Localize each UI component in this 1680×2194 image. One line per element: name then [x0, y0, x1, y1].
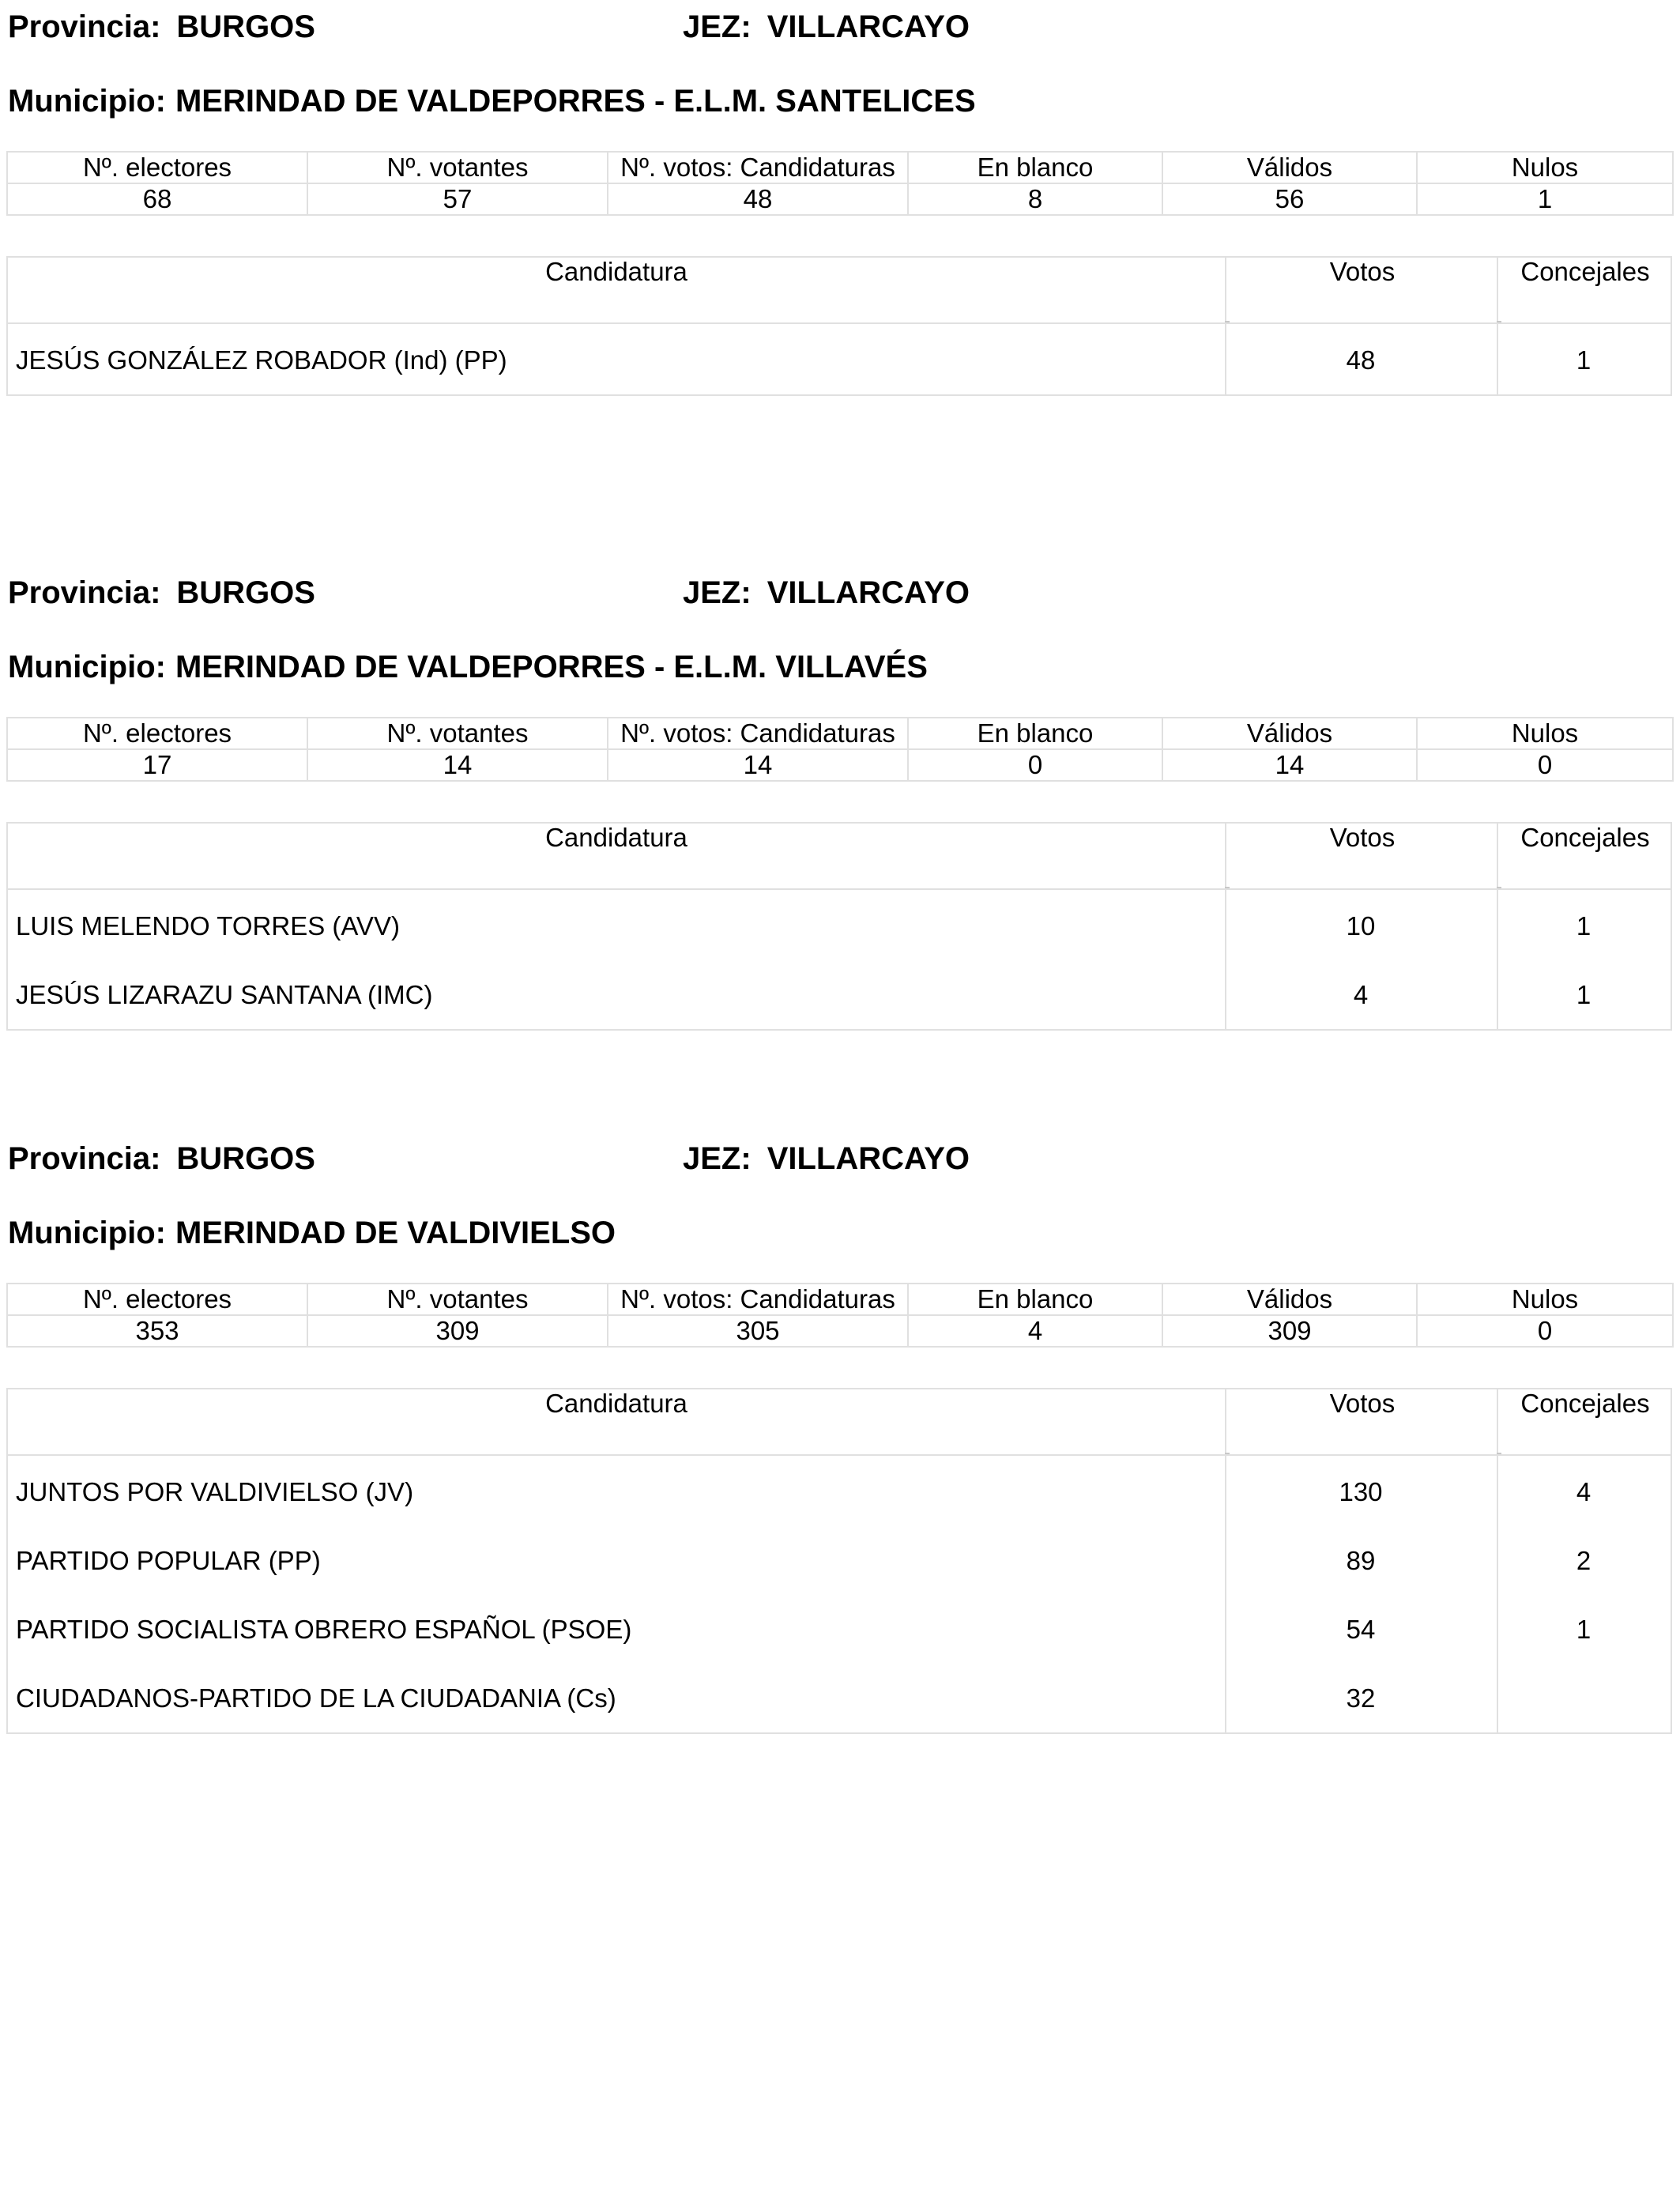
- summary-value-cell: 309: [307, 1315, 608, 1347]
- summary-header-row: [7, 718, 1673, 749]
- provincia-value: BURGOS: [176, 575, 315, 610]
- summary-header-cell: Nº. electores: [7, 1284, 307, 1315]
- summary-header-cell: Nº. votantes: [307, 152, 608, 183]
- summary-header-cell: En blanco: [908, 1284, 1162, 1315]
- summary-value-cell: 353: [7, 1315, 307, 1347]
- summary-value-cell: 17: [7, 749, 307, 781]
- candidate-votos: 32: [1346, 1683, 1376, 1713]
- jez-value: VILLARCAYO: [767, 9, 970, 44]
- candidate-row: [8, 1664, 1671, 1732]
- summary-value-cell: 57: [307, 183, 608, 215]
- candidate-name: LUIS MELENDO TORRES (AVV): [16, 911, 400, 941]
- candidate-votos: 130: [1339, 1477, 1383, 1506]
- summary-header-cell: Válidos: [1162, 718, 1417, 749]
- candidate-name: PARTIDO SOCIALISTA OBRERO ESPAÑOL (PSOE): [16, 1615, 632, 1644]
- candidate-row: [8, 326, 1671, 394]
- provincia-label: Provincia:: [8, 575, 161, 610]
- result-section: [0, 566, 1680, 1119]
- jez-line: [683, 577, 970, 609]
- candidate-votos: 48: [1346, 345, 1376, 375]
- summary-value-cell: 0: [908, 749, 1162, 781]
- summary-value-cell: 14: [608, 749, 908, 781]
- candidates-header-row: [8, 1389, 1671, 1456]
- summary-header-row: [7, 152, 1673, 183]
- candidate-row: [8, 1526, 1671, 1595]
- provincia-label: Provincia:: [8, 1141, 161, 1176]
- candidates-table: [6, 822, 1672, 1031]
- candidate-name: PARTIDO POPULAR (PP): [16, 1546, 321, 1575]
- summary-header-cell: Válidos: [1162, 1284, 1417, 1315]
- municipio-line: [8, 85, 976, 117]
- candidate-name: CIUDADANOS-PARTIDO DE LA CIUDADANIA (Cs): [16, 1683, 616, 1713]
- summary-value-row: [7, 183, 1673, 215]
- result-section: [0, 0, 1680, 553]
- summary-header-cell: En blanco: [908, 718, 1162, 749]
- candidate-row: [8, 892, 1671, 960]
- summary-table: [6, 717, 1674, 782]
- candidate-concejales: [1497, 1664, 1671, 1732]
- summary-value-cell: 0: [1417, 1315, 1673, 1347]
- candidates-header-row: [8, 258, 1671, 324]
- candidates-header-cell: Candidatura: [545, 257, 687, 286]
- summary-value-cell: 56: [1162, 183, 1417, 215]
- provincia-value: BURGOS: [176, 9, 315, 44]
- summary-table: [6, 1283, 1674, 1348]
- candidate-row: [8, 1457, 1671, 1526]
- summary-header-cell: En blanco: [908, 152, 1162, 183]
- candidates-header-cell: Candidatura: [545, 823, 687, 852]
- candidate-votos: 54: [1346, 1615, 1376, 1644]
- municipio-value: MERINDAD DE VALDIVIELSO: [175, 1216, 616, 1250]
- candidates-body: [8, 324, 1671, 394]
- candidates-table: [6, 256, 1672, 396]
- summary-header-cell: Nº. votantes: [307, 1284, 608, 1315]
- candidates-header-cell: Concejales: [1497, 824, 1672, 888]
- candidate-concejales: 1: [1576, 345, 1591, 375]
- candidate-name: JUNTOS POR VALDIVIELSO (JV): [16, 1477, 414, 1506]
- summary-value-row: [7, 1315, 1673, 1347]
- summary-value-cell: 309: [1162, 1315, 1417, 1347]
- summary-value-cell: 8: [908, 183, 1162, 215]
- summary-header-cell: Nulos: [1417, 152, 1673, 183]
- provincia-line: [8, 11, 315, 43]
- summary-header-cell: Válidos: [1162, 152, 1417, 183]
- municipio-line: [8, 1217, 616, 1249]
- summary-value-cell: 0: [1417, 749, 1673, 781]
- summary-value-cell: 68: [7, 183, 307, 215]
- candidates-body: [8, 1456, 1671, 1732]
- summary-header-cell: Nº. votos: Candidaturas: [608, 718, 908, 749]
- summary-table: [6, 151, 1674, 216]
- summary-value-cell: 14: [307, 749, 608, 781]
- candidate-name: JESÚS LIZARAZU SANTANA (IMC): [16, 980, 433, 1009]
- provincia-line: [8, 577, 315, 609]
- candidate-votos: 4: [1353, 980, 1369, 1009]
- jez-line: [683, 11, 970, 43]
- summary-header-cell: Nº. electores: [7, 152, 307, 183]
- summary-value-cell: 1: [1417, 183, 1673, 215]
- provincia-value: BURGOS: [176, 1141, 315, 1176]
- candidates-header-cell: Votos: [1225, 258, 1498, 322]
- jez-label: JEZ:: [683, 1141, 751, 1176]
- candidates-header-cell: Concejales: [1497, 1389, 1672, 1454]
- provincia-line: [8, 1143, 315, 1174]
- summary-value-cell: 48: [608, 183, 908, 215]
- municipio-label: Municipio:: [8, 84, 166, 119]
- summary-header-cell: Nulos: [1417, 1284, 1673, 1315]
- candidates-header-cell: Votos: [1225, 1389, 1498, 1454]
- summary-header-cell: Nulos: [1417, 718, 1673, 749]
- result-section: [0, 1132, 1680, 1713]
- candidate-row: [8, 960, 1671, 1029]
- municipio-line: [8, 651, 928, 683]
- summary-header-cell: Nº. votos: Candidaturas: [608, 1284, 908, 1315]
- summary-header-row: [7, 1284, 1673, 1315]
- summary-header-cell: Nº. votantes: [307, 718, 608, 749]
- municipio-value: MERINDAD DE VALDEPORRES - E.L.M. SANTELICES: [175, 84, 976, 119]
- jez-line: [683, 1143, 970, 1174]
- summary-header-cell: Nº. electores: [7, 718, 307, 749]
- municipio-label: Municipio:: [8, 650, 166, 684]
- candidate-votos: 10: [1346, 911, 1376, 941]
- jez-value: VILLARCAYO: [767, 575, 970, 610]
- summary-value-cell: 305: [608, 1315, 908, 1347]
- provincia-label: Provincia:: [8, 9, 161, 44]
- summary-value-cell: 4: [908, 1315, 1162, 1347]
- candidates-header-cell: Concejales: [1497, 258, 1672, 322]
- summary-header-cell: Nº. votos: Candidaturas: [608, 152, 908, 183]
- candidates-table: [6, 1388, 1672, 1734]
- candidate-concejales: 1: [1576, 980, 1591, 1009]
- candidates-header-cell: Candidatura: [545, 1389, 687, 1418]
- municipio-label: Municipio:: [8, 1216, 166, 1250]
- summary-value-cell: 14: [1162, 749, 1417, 781]
- candidate-concejales: 1: [1576, 911, 1591, 941]
- jez-value: VILLARCAYO: [767, 1141, 970, 1176]
- candidate-concejales: 4: [1576, 1477, 1591, 1506]
- candidate-name: JESÚS GONZÁLEZ ROBADOR (Ind) (PP): [16, 345, 507, 375]
- jez-label: JEZ:: [683, 9, 751, 44]
- candidates-body: [8, 890, 1671, 1029]
- candidate-votos: 89: [1346, 1546, 1376, 1575]
- candidate-concejales: 1: [1576, 1615, 1591, 1644]
- candidate-row: [8, 1595, 1671, 1664]
- municipio-value: MERINDAD DE VALDEPORRES - E.L.M. VILLAVÉS: [175, 650, 928, 684]
- candidate-concejales: 2: [1576, 1546, 1591, 1575]
- jez-label: JEZ:: [683, 575, 751, 610]
- candidates-header-row: [8, 824, 1671, 890]
- summary-value-row: [7, 749, 1673, 781]
- candidates-header-cell: Votos: [1225, 824, 1498, 888]
